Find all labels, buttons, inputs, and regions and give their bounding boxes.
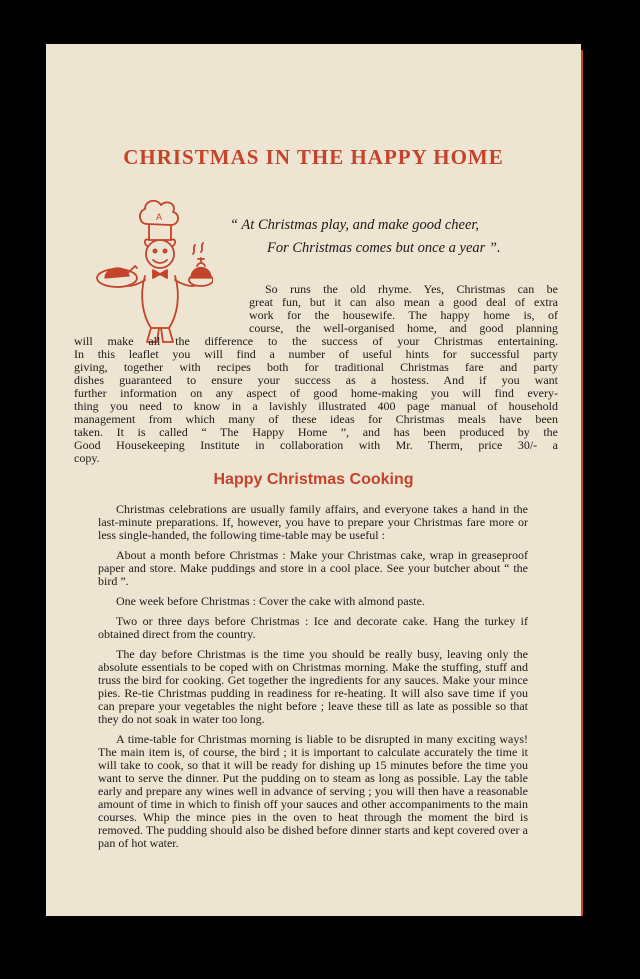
intro-paragraph — [74, 283, 558, 465]
leaflet-page — [46, 44, 581, 916]
section-heading: Happy Christmas Cooking — [213, 471, 414, 488]
opening-quote — [230, 214, 570, 260]
intro-line: work for the housewife. The happy home is, of — [249, 308, 558, 322]
intro-line: dishes guaranteed to ensure your success as a hostess. And if you want — [74, 373, 558, 387]
intro-line: great fun, but it can also mean a good deal of extra — [249, 295, 558, 309]
intro-line: course, the well-organised home, and good planning — [249, 321, 558, 335]
quote-line: “ At Christmas play, and make good cheer, — [230, 217, 480, 233]
svg-text:A: A — [156, 212, 163, 222]
body-paragraph: The day before Christmas is the time you should be really busy, leaving only the absolute essentials to be coped with on Christmas morning. Make the stuffing, stuff and truss the bird for cooking. Get together the ingredients for any sauces. Make your mince pies. Re-tie Christmas pudding in readiness for re-heating. It will also save time if you can prepare your vegetables the night before ; leave these till as late as possible so that they do not soak in water too long. — [98, 647, 528, 726]
intro-line: taken. It is called “ The Happy Home ”, and has been produced by the — [74, 425, 558, 439]
body-paragraph: A time-table for Christmas morning is liable to be disrupted in many exciting ways! The main item is, of course, the bird ; it is important to calculate accurately the time it will take to cook, so that it will be ready for dishing up 15 minutes before the time you want to serve the dinner. Put the pudding on to steam as long as possible. Lay the table early and prepare any wines well in advance of serving ; you will then have a reasonable amount of time in which to finish off your sauces and other accompaniments to the main courses. Whip the mince pies in the oven to heat through the moment the bird is removed. The pudding should also be dished before dinner starts and kept covered over a pan of hot water. — [98, 732, 528, 850]
intro-line: will make all the difference to the success of your Christmas entertaining. — [74, 334, 558, 348]
body-paragraph: Two or three days before Christmas : Ice and decorate cake. Hang the turkey if obtained direct from the country. — [98, 614, 528, 641]
intro-line: Good Housekeeping Institute in collaboration with Mr. Therm, price 30/- a — [74, 438, 558, 452]
intro-line: further information on any aspect of good home-making you will find every- — [74, 386, 558, 400]
body-paragraph: Christmas celebrations are usually family affairs, and everyone takes a hand in the last-minute preparations. If, however, you have to prepare your Christmas fare more or less single-handed, the following time-table may be useful : — [98, 502, 528, 542]
intro-line: management from which many of these ideas for Christmas meals have been — [74, 412, 558, 426]
cooking-timetable-text — [98, 503, 528, 857]
body-paragraph: About a month before Christmas : Make your Christmas cake, wrap in greaseproof paper and store. Make puddings and store in a cool place. See your butcher about “ the bird ”. — [98, 548, 528, 588]
intro-line: So runs the old rhyme. Yes, Christmas can be — [265, 282, 558, 296]
intro-line: copy. — [74, 451, 100, 465]
intro-line: giving, together with recipes both for traditional Christmas fare and party — [74, 360, 558, 374]
body-paragraph: One week before Christmas : Cover the cake with almond paste. — [116, 594, 425, 608]
intro-line: thing you need to know in a lavishly illustrated 400 page manual of household — [74, 399, 558, 413]
quote-line: For Christmas comes but once a year ”. — [267, 240, 501, 256]
page-title: CHRISTMAS IN THE HAPPY HOME — [123, 145, 504, 169]
intro-line: In this leaflet you will find a number of useful hints for successful party — [74, 347, 558, 361]
